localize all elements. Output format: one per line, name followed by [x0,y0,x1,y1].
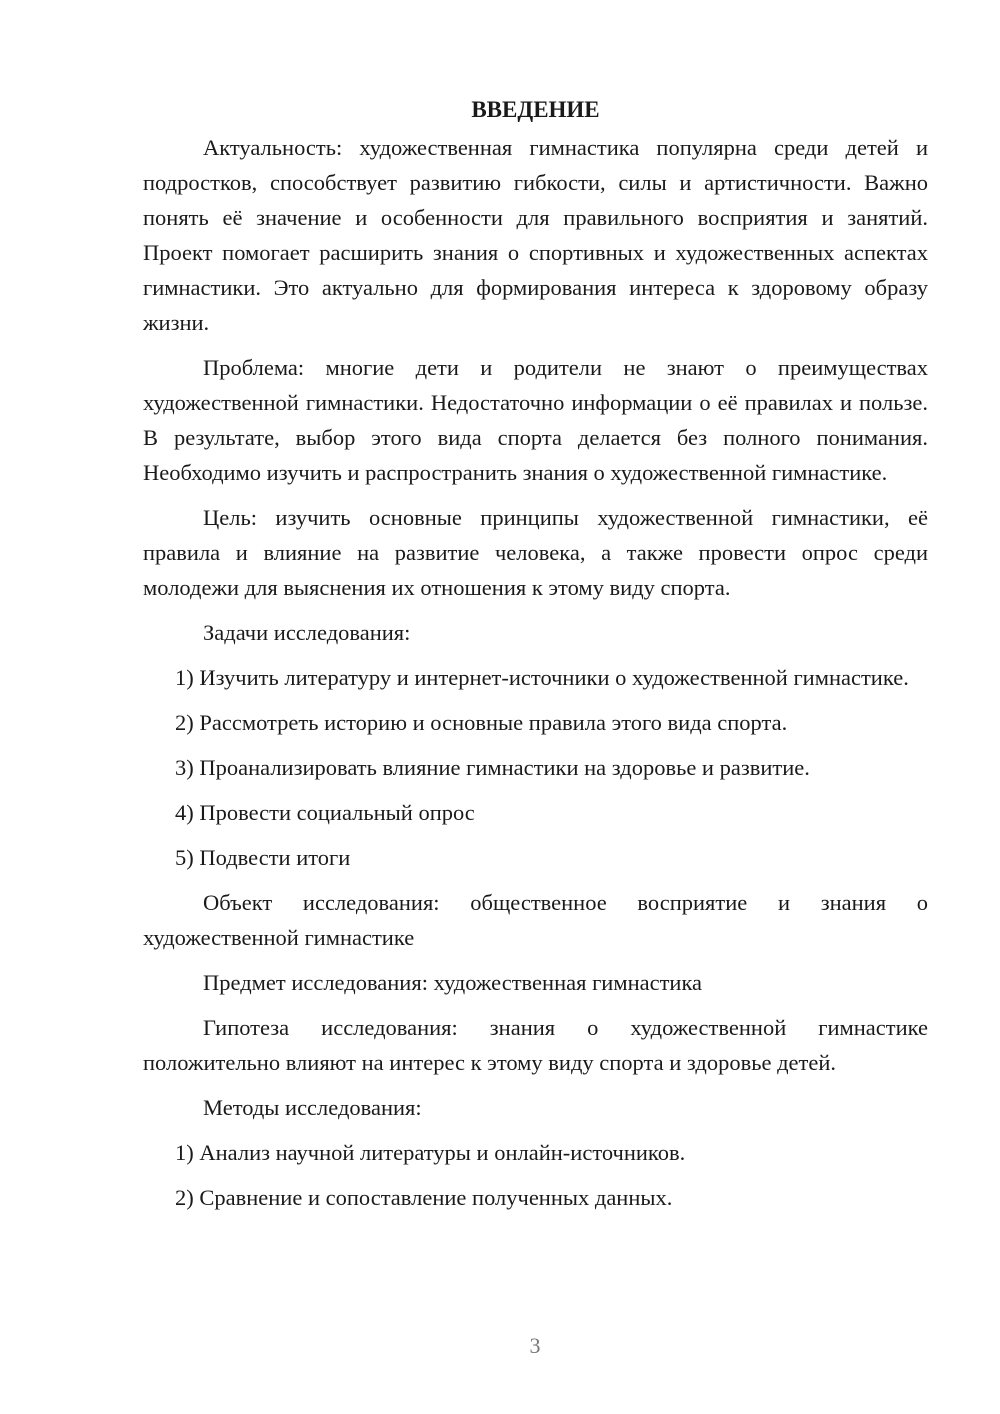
document-page [143,92,928,1225]
methods-heading: Методы исследования: [203,1095,422,1120]
page-number: 3 [529,1333,541,1358]
subject-paragraph: Предмет исследования: художественная гимнастика [203,970,703,995]
method-item: 1) Анализ научной литературы и онлайн-источников. [175,1140,686,1165]
task-item: 3) Проанализировать влияние гимнастики на здоровье и развитие. [175,755,810,780]
relevance-paragraph: Актуальность: художественная гимнастика популярна среди детей и подростков, способствует развитию гибкости, силы и артистичности. Важно понять её значение и особенности для правильного восприятия и занятий. Проект помогает расширить знания о спортивных и художественных аспектах гимнастики. Это актуально для формирования интереса к здоровому образу жизни. [143,135,928,335]
task-item: 5) Подвести итоги [175,845,351,870]
task-item: 4) Провести социальный опрос [175,800,475,825]
object-paragraph: Объект исследования: общественное восприятие и знания о художественной гимнастике [143,890,928,950]
page-title: ВВЕДЕНИЕ [471,97,600,122]
goal-paragraph: Цель: изучить основные принципы художественной гимнастики, её правила и влияние на развитие человека, а также провести опрос среди молодежи для выяснения их отношения к этому виду спорта. [143,505,928,600]
hypothesis-paragraph: Гипотеза исследования: знания о художественной гимнастике положительно влияют на интерес к этому виду спорта и здоровье детей. [143,1015,928,1075]
tasks-heading: Задачи исследования: [203,620,411,645]
problem-paragraph: Проблема: многие дети и родители не знают о преимуществах художественной гимнастики. Недостаточно информации о её правилах и пользе. В результате, выбор этого вида спорта делается без полного понимания. Необходимо изучить и распространить знания о художественной гимнастике. [143,355,928,485]
task-item: 1) Изучить литературу и интернет-источники о художественной гимнастике. [175,665,909,690]
method-item: 2) Сравнение и сопоставление полученных данных. [175,1185,673,1210]
task-item: 2) Рассмотреть историю и основные правила этого вида спорта. [175,710,788,735]
